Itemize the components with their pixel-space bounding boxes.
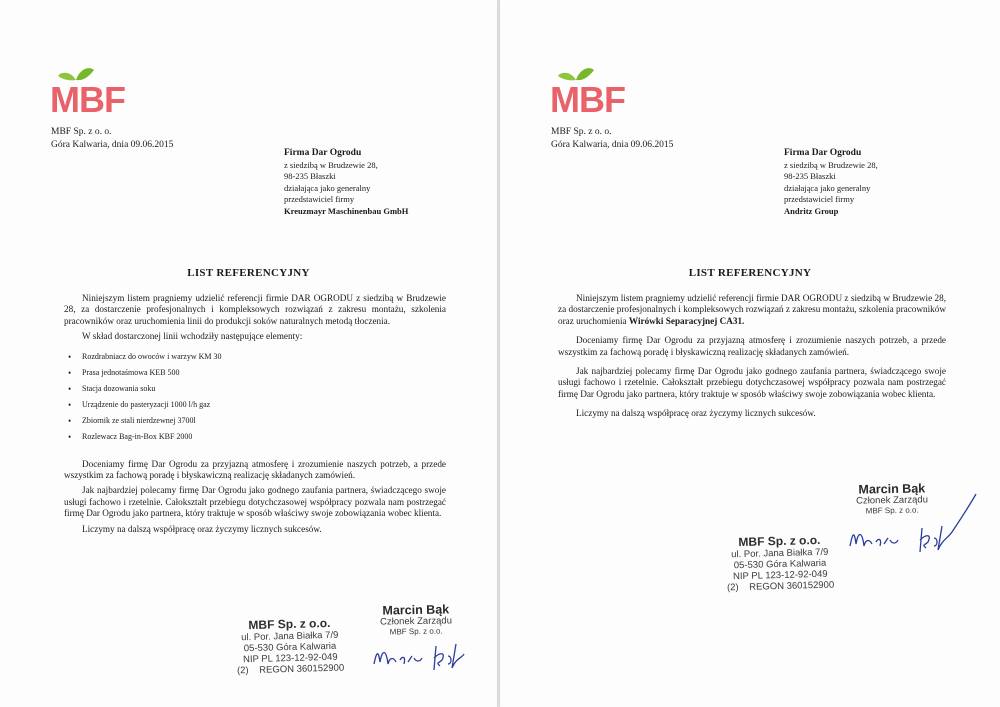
intro-paragraph <box>558 293 946 327</box>
stamp-line: (2) REGON 360152900 <box>726 579 835 594</box>
handwritten-signature <box>842 488 982 558</box>
recipient-line: z siedzibą w Brudzewie 28, <box>284 159 378 170</box>
svg-text:MBF: MBF <box>50 79 125 116</box>
body-paragraph: Liczymy na dalszą współpracę oraz życzymy licznych sukcesów. <box>82 523 322 534</box>
letter-body <box>558 293 946 424</box>
signatory-firm: MBF Sp. z o.o. <box>865 505 919 516</box>
handwritten-signature <box>368 636 478 676</box>
signatory-firm: MBF Sp. z o.o. <box>389 626 443 637</box>
recipient-line: działająca jako generalny <box>784 182 871 193</box>
signatory-name: Marcin Bąk <box>858 481 926 497</box>
stamp-line: NIP PL 123-12-92-049 <box>732 568 828 583</box>
signatory-stamp <box>366 602 467 637</box>
recipient-name: Firma Dar Ogrodu <box>284 148 362 158</box>
mbf-logo <box>48 66 148 116</box>
sender-block <box>51 126 173 151</box>
sender-place-date: Góra Kalwaria, dnia 09.06.2015 <box>51 139 174 150</box>
list-item: • Rozlewacz Bag-in-Box KBF 2000 <box>68 429 446 445</box>
list-item: • Urządzenie do pasteryzacji 1000 l/h gaz <box>68 397 446 413</box>
intro-product: Wirówki Separacyjnej CA31. <box>628 315 745 326</box>
body-paragraph: Jak najbardziej polecamy firmę Dar Ogrodu jako godnego zaufania partnera, świadczącego swoje usługi fachowo i rzetelnie. Całokształt przebiegu dotychczasowej współpracy pozwala nam postrzegać firmę Dar Ogrodu jako partnera, który traktuje w sposób właściwy swoje zobowiązania wobec klienta. <box>64 485 446 519</box>
recipient-line: przedstawiciel firmy <box>284 194 355 204</box>
svg-text:MBF: MBF <box>550 79 625 116</box>
stamp-line: ul. Por. Jana Białka 7/9 <box>731 546 829 561</box>
recipient-line: 98-235 Błaszki <box>784 171 836 181</box>
list-item: • Zbiornik ze stali nierdzewnej 3700l <box>68 413 446 429</box>
list-item: • Rozdrabniacz do owoców i warzyw KM 30 <box>68 349 446 365</box>
body-paragraph: Jak najbardziej polecamy firmę Dar Ogrodu jako godnego zaufania partnera, świadczącego swoje usługi fachowo i rzetelnie. Całokształt przebiegu dotychczasowej współpracy pozwala nam postrzegać firmę Dar Ogrodu jako partnera, który traktuje w sposób właściwy swoje zobowiązania wobec klienta. <box>558 366 946 399</box>
stamp-line: 05-530 Góra Kalwaria <box>733 557 827 572</box>
recipient-line: z siedzibą w Brudzewie 28, <box>784 159 878 170</box>
recipient-block <box>784 148 878 217</box>
recipient-name: Firma Dar Ogrodu <box>784 148 862 158</box>
letter-title: LIST REFERENCYJNY <box>187 267 310 279</box>
stamp-company-name: MBF Sp. z o.o. <box>738 532 821 550</box>
list-item: • Stacja dozowania soku <box>68 381 446 397</box>
signatory-title: Członek Zarządu <box>856 494 929 507</box>
intro-paragraph: Niniejszym listem pragniemy udzielić referencji firmie DAR OGRODU z siedzibą w Brudzewie 28, za dostarczenie profesjonalnych i kompleksowych rozwiązań z zakresu montażu, szkolenia pracowników oraz uruchomienia linii do produkcji soków naturalnych metodą tłoczenia. <box>64 293 446 326</box>
sender-company: MBF Sp. z o. o. <box>551 127 612 137</box>
list-item: • Prasa jednotaśmowa KEB 500 <box>68 365 446 381</box>
recipient-principal: Andritz Group <box>784 205 839 216</box>
body-paragraph: Liczymy na dalszą współpracę oraz życzymy licznych sukcesów. <box>576 408 816 419</box>
stamp-line: NIP PL 123-12-92-049 <box>242 651 338 666</box>
equipment-list <box>68 349 446 445</box>
list-intro: W skład dostarczonej linii wchodziły następujące elementy: <box>82 331 303 342</box>
recipient-block <box>284 148 408 217</box>
sender-place-date: Góra Kalwaria, dnia 09.06.2015 <box>551 139 674 150</box>
stamp-line: ul. Por. Jana Białka 7/9 <box>241 629 339 644</box>
mbf-logo <box>548 66 648 116</box>
body-paragraph: Doceniamy firmę Dar Ogrodu za przyjazną atmosferę i zrozumienie naszych potrzeb, a przede wszystkim za fachową poradę i błyskawiczną realizację składanych zamówień. <box>558 335 946 357</box>
letter-page-andritz <box>500 0 1000 707</box>
stamp-company-name: MBF Sp. z o.o. <box>248 615 331 633</box>
sender-company: MBF Sp. z o. o. <box>51 127 112 137</box>
signatory-title: Członek Zarządu <box>380 615 453 628</box>
stamp-line: 05-530 Góra Kalwaria <box>243 640 337 655</box>
company-stamp <box>704 532 855 594</box>
recipient-line: działająca jako generalny <box>284 182 371 193</box>
company-stamp <box>214 615 365 677</box>
intro-text: Niniejszym listem pragniemy udzielić referencji firmie DAR OGRODU z siedzibą w Brudzewie 28, za dostarczenie profesjonalnych i kompleksowych rozwiązań z zakresu montażu, szkolenia pracowników oraz uruchomienia <box>558 293 946 326</box>
recipient-line: przedstawiciel firmy <box>784 194 855 204</box>
letter-page-kreuzmayr <box>0 0 497 707</box>
body-paragraph: Doceniamy firmę Dar Ogrodu za przyjazną atmosferę i zrozumienie naszych potrzeb, a przede wszystkim za fachową poradę i błyskawiczną realizację składanych zamówień. <box>64 458 446 481</box>
letter-body <box>64 293 446 539</box>
sender-block <box>551 126 673 151</box>
signatory-name: Marcin Bąk <box>382 602 450 618</box>
letter-title: LIST REFERENCYJNY <box>688 267 812 279</box>
recipient-principal: Kreuzmayr Maschinenbau GmbH <box>284 205 409 216</box>
stamp-line: (2) REGON 360152900 <box>236 662 345 677</box>
recipient-line: 98-235 Błaszki <box>284 171 336 181</box>
